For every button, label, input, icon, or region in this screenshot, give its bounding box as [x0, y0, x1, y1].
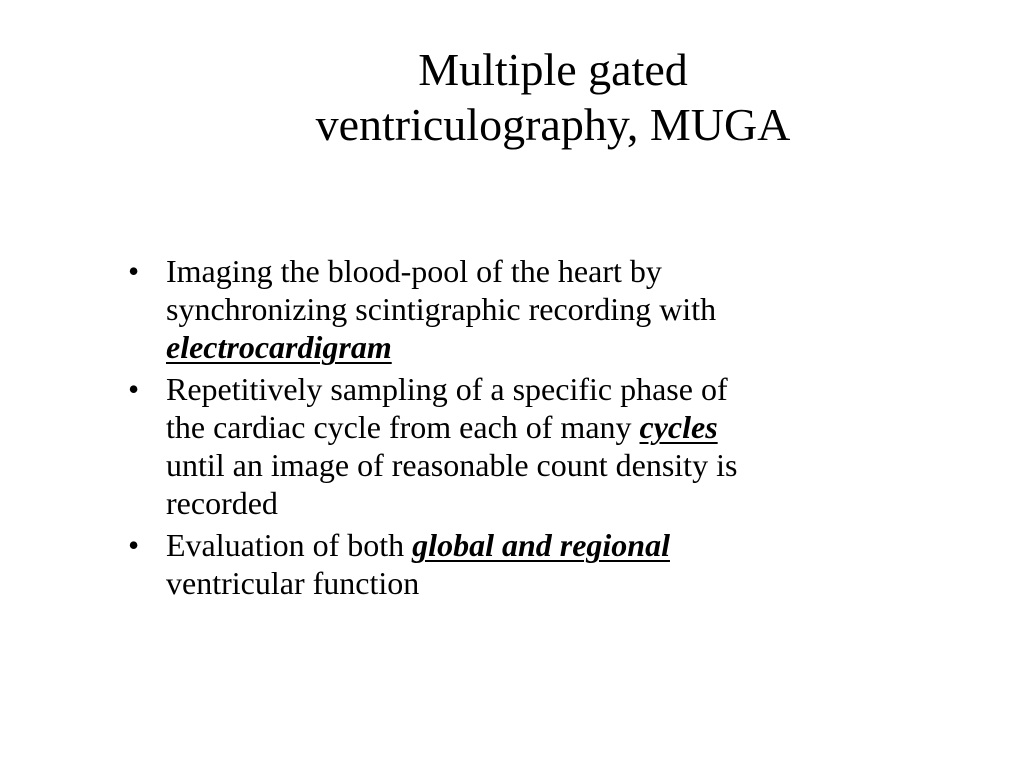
- bullet-item-2: [128, 370, 926, 522]
- bullet-marker-3: •: [128, 527, 140, 563]
- bullet-marker-2: •: [128, 371, 140, 407]
- bullet-2-emphasis: cycles: [639, 409, 718, 445]
- bullet-2-line-4: recorded: [166, 485, 278, 521]
- slide-title: [200, 42, 906, 152]
- bullet-item-3: [128, 526, 926, 602]
- bullet-1-emphasis: electrocardigram: [166, 329, 392, 365]
- bullet-3-line-1-text: Evaluation of both: [166, 527, 413, 563]
- slide-title-line-2: ventriculography, MUGA: [315, 99, 791, 151]
- bullet-2-line-2: [166, 408, 926, 446]
- bullet-3-line-1: [166, 526, 926, 564]
- bullet-1-line-2: synchronizing scintigraphic recording with: [166, 291, 717, 327]
- bullet-1-line-1: Imaging the blood-pool of the heart by: [166, 253, 662, 289]
- slide-title-line-1: Multiple gated: [418, 44, 688, 95]
- bullet-list: [128, 252, 926, 606]
- bullet-marker-1: •: [128, 253, 140, 289]
- bullet-2-line-2-text: the cardiac cycle from each of many: [166, 409, 640, 445]
- bullet-3-emphasis: global and regional: [412, 527, 670, 563]
- bullet-2-line-3: until an image of reasonable count density is: [166, 447, 738, 483]
- bullet-1-line-3: [166, 328, 926, 366]
- bullet-3-line-2: ventricular function: [166, 565, 420, 601]
- bullet-2-line-1: Repetitively sampling of a specific phase of: [166, 371, 728, 407]
- bullet-item-1: [128, 252, 926, 366]
